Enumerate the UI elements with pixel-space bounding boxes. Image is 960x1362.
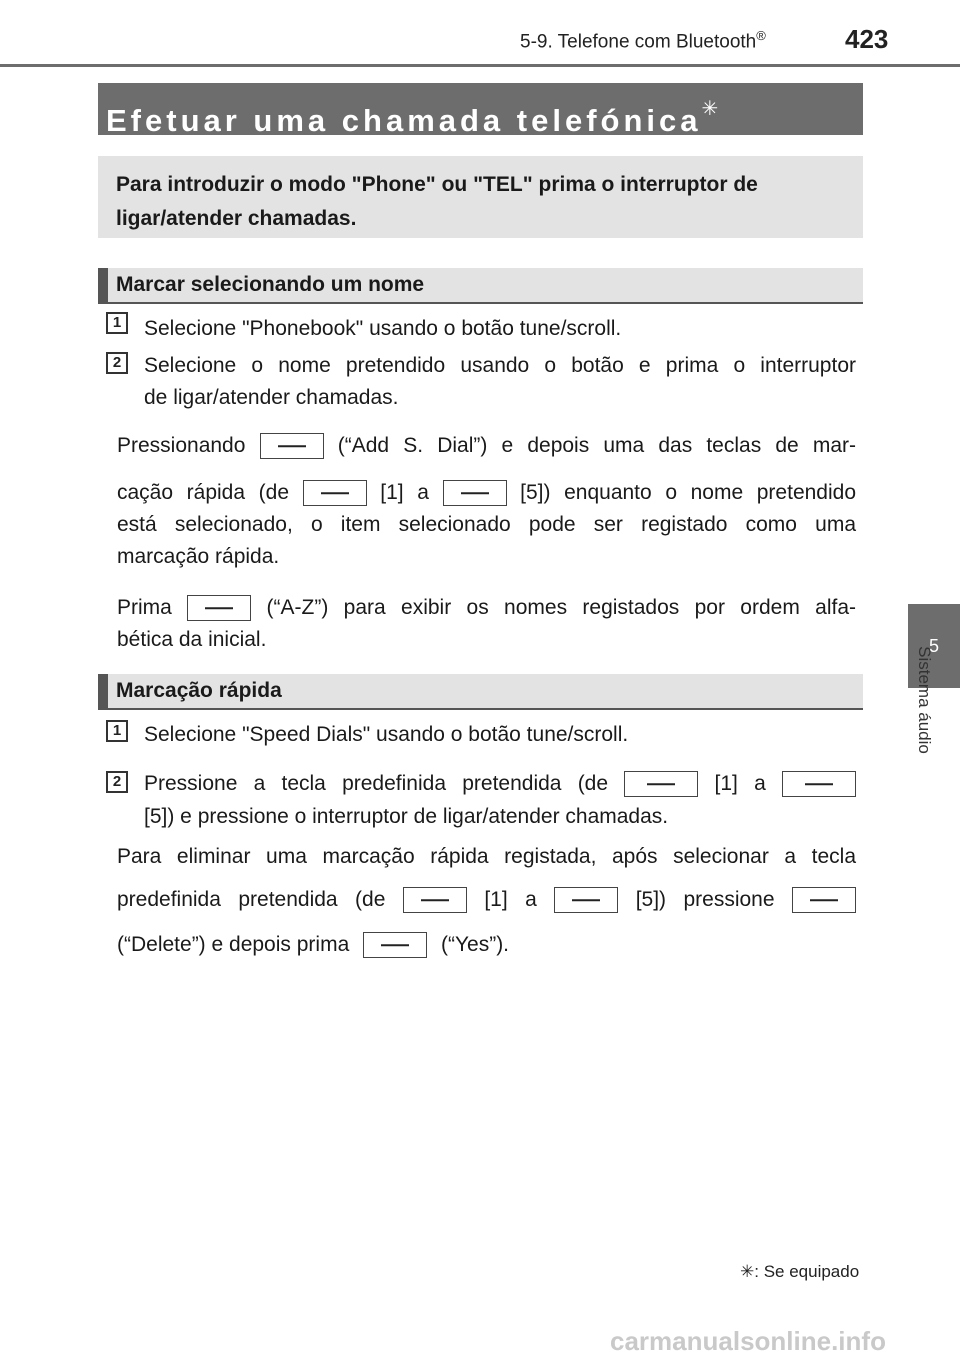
section-heading-speed-dial: Marcação rápida xyxy=(98,674,863,710)
screen-button-icon xyxy=(792,887,856,913)
asterisk-icon: ✳ xyxy=(701,98,719,120)
step-number: 1 xyxy=(106,720,128,742)
note-text: [5]) pressione xyxy=(635,888,775,911)
step-number: 2 xyxy=(106,771,128,793)
note-text: Pressionando xyxy=(117,434,246,457)
screen-button-icon xyxy=(260,433,324,459)
intro-box: Para introduzir o modo "Phone" ou "TEL" prima o interruptor de ligar/atender chamadas. xyxy=(98,156,863,238)
screen-button-icon xyxy=(554,887,618,913)
note-text: (“Delete”) e depois prima xyxy=(117,933,350,956)
note-text: [1] a xyxy=(380,481,429,504)
page-title xyxy=(98,83,863,138)
step-text-part: Pressione a tecla predefinida pretendida (de xyxy=(144,772,609,795)
screen-button-icon xyxy=(782,771,856,797)
screen-button-icon xyxy=(363,932,427,958)
note-text: (“A-Z”) para exibir os nomes registados por ordem alfa- xyxy=(266,596,857,619)
note-line: está selecionado, o item selecionado pode ser registado como uma xyxy=(117,513,856,536)
step-number: 1 xyxy=(106,312,128,334)
watermark: carmanualsonline.info xyxy=(610,1326,886,1356)
chapter-label xyxy=(908,646,960,840)
screen-button-icon xyxy=(303,480,367,506)
note-line xyxy=(117,884,856,916)
step-text: Selecione "Phonebook" usando o botão tune/scroll. xyxy=(144,317,622,340)
page-number: 423 xyxy=(845,24,889,54)
note-line xyxy=(117,592,856,624)
screen-button-icon xyxy=(403,887,467,913)
step-text xyxy=(144,768,856,800)
step-text-part: [1] a xyxy=(714,772,766,795)
screen-button-icon xyxy=(187,595,251,621)
footnote xyxy=(740,1262,859,1282)
step-text: Selecione "Speed Dials" usando o botão tune/scroll. xyxy=(144,723,629,746)
screen-button-icon xyxy=(443,480,507,506)
step-text-cont: [5]) e pressione o interruptor de ligar/atender chamadas. xyxy=(144,805,669,828)
step-number: 2 xyxy=(106,352,128,374)
note-text: cação rápida (de xyxy=(117,481,289,504)
note-line xyxy=(117,477,856,509)
note-text: Prima xyxy=(117,596,172,619)
step-text: Selecione o nome pretendido usando o botão e prima o interruptor xyxy=(144,354,856,377)
note-line: bética da inicial. xyxy=(117,628,267,651)
chapter-label-text: Sistema áudio xyxy=(915,646,934,754)
section-title: 5-9. Telefone com Bluetooth xyxy=(520,31,757,53)
note-text: [5]) enquanto o nome pretendido xyxy=(520,481,857,504)
note-text: predefinida pretendida (de xyxy=(117,888,386,911)
page-title-text: Efetuar uma chamada telefónica xyxy=(106,103,702,138)
header-rule xyxy=(0,64,960,67)
note-line xyxy=(117,929,856,961)
screen-button-icon xyxy=(624,771,698,797)
note-line: Para eliminar uma marcação rápida registada, após selecionar a tecla xyxy=(117,845,856,868)
note-text: (“Add S. Dial”) e depois uma das teclas de mar- xyxy=(337,434,857,457)
note-text: [1] a xyxy=(484,888,537,911)
section-heading-dial-by-name: Marcar selecionando um nome xyxy=(98,268,863,304)
footnote-text: : Se equipado xyxy=(754,1262,860,1281)
note-line: marcação rápida. xyxy=(117,545,280,568)
note-line xyxy=(117,430,856,462)
registered-mark: ® xyxy=(756,28,766,43)
step-text-cont: de ligar/atender chamadas. xyxy=(144,386,399,409)
chapter-number: 5 xyxy=(928,635,939,656)
note-text: (“Yes”). xyxy=(440,933,510,956)
running-header xyxy=(520,28,766,53)
asterisk-icon: ✳ xyxy=(740,1262,755,1281)
